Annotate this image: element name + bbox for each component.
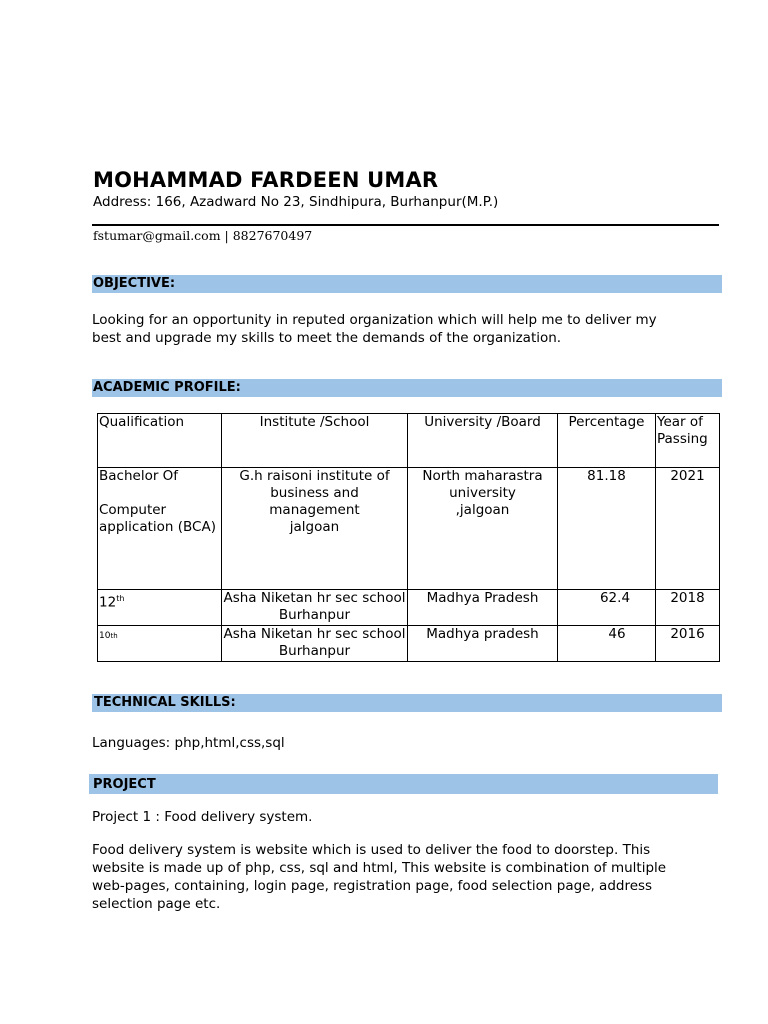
project-heading: PROJECT <box>89 774 718 794</box>
table-row <box>98 590 720 626</box>
cell-line: North maharastra <box>422 468 543 484</box>
header-year-line: Passing <box>657 431 708 447</box>
cell-institute <box>222 590 408 626</box>
objective-heading: OBJECTIVE: <box>92 275 722 293</box>
cell-superscript: th <box>110 632 118 640</box>
header-percentage: Percentage <box>558 414 656 468</box>
cell-superscript: th <box>116 594 125 603</box>
project-desc-line: website is made up of php, css, sql and html, This website is combination of multiple <box>92 860 667 876</box>
cell-qualification <box>98 626 222 662</box>
cell-line: application (BCA) <box>99 519 216 535</box>
objective-text <box>92 311 657 347</box>
project-description <box>92 841 666 913</box>
header-year <box>656 414 720 468</box>
project-desc-line: web-pages, containing, login page, registration page, food selection page, address <box>92 878 653 894</box>
contact-line: fstumar@gmail.com | 8827670497 <box>93 228 313 243</box>
cell-line: ,jalgoan <box>455 502 510 518</box>
cell-year: 2016 <box>656 626 720 662</box>
header-university: University /Board <box>408 414 558 468</box>
cell-line: G.h raisoni institute of <box>239 468 390 484</box>
project-desc-line: selection page etc. <box>92 896 221 912</box>
project-desc-line: Food delivery system is website which is used to deliver the food to doorstep. This <box>92 842 651 858</box>
header-qualification: Qualification <box>98 414 222 468</box>
cell-line: university <box>449 485 516 501</box>
cell-institute <box>222 468 408 590</box>
candidate-name: MOHAMMAD FARDEEN UMAR <box>93 168 439 192</box>
header-year-line: Year of <box>657 414 703 430</box>
cell-university: Madhya Pradesh <box>408 590 558 626</box>
objective-line: best and upgrade my skills to meet the demands of the organization. <box>92 330 562 346</box>
skills-heading: TECHNICAL SKILLS: <box>92 694 722 712</box>
skills-languages: Languages: php,html,css,sql <box>92 735 285 751</box>
address-line: Address: 166, Azadward No 23, Sindhipura, Burhanpur(M.P.) <box>93 194 499 210</box>
header-divider <box>92 224 719 226</box>
cell-percentage: 46 <box>558 626 656 662</box>
cell-number: 12 <box>99 594 117 611</box>
cell-institute <box>222 626 408 662</box>
table-header-row <box>98 414 720 468</box>
academic-heading: ACADEMIC PROFILE: <box>92 379 722 397</box>
cell-line: Bachelor Of <box>99 468 179 484</box>
cell-line: Asha Niketan hr sec school <box>223 590 406 606</box>
table-row <box>98 626 720 662</box>
cell-line: business and management <box>269 485 360 518</box>
cell-percentage: 81.18 <box>558 468 656 590</box>
project-title: Project 1 : Food delivery system. <box>92 809 313 825</box>
objective-line: Looking for an opportunity in reputed organization which will help me to deliver my <box>92 312 657 328</box>
cell-year: 2021 <box>656 468 720 590</box>
cell-line: Asha Niketan hr sec school <box>223 626 406 642</box>
academic-table <box>97 413 720 662</box>
cell-percentage: 62.4 <box>558 590 656 626</box>
cell-qualification <box>98 590 222 626</box>
cell-qualification <box>98 468 222 590</box>
cell-year: 2018 <box>656 590 720 626</box>
cell-line: Burhanpur <box>278 643 351 659</box>
table-row <box>98 468 720 590</box>
header-institute: Institute /School <box>222 414 408 468</box>
cell-line: jalgoan <box>289 519 340 535</box>
cell-university: Madhya pradesh <box>408 626 558 662</box>
cell-line: Burhanpur <box>278 607 351 623</box>
cell-university <box>408 468 558 590</box>
cell-line: Computer <box>99 502 167 518</box>
cell-number: 10 <box>99 631 111 641</box>
